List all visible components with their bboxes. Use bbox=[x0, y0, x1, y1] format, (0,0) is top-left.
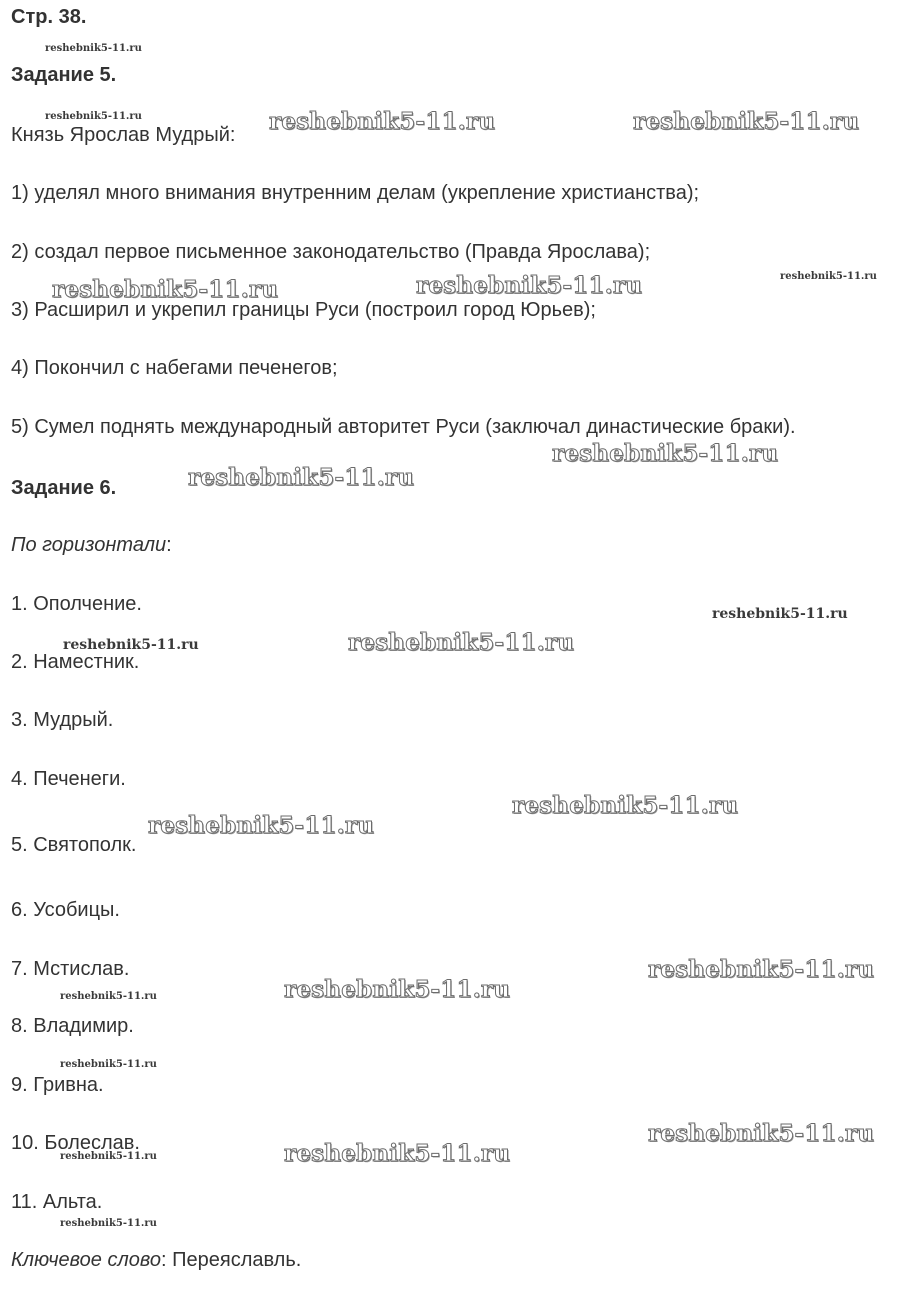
task5-item-1: 1) уделял много внимания внутренним делам (укрепление христианства); bbox=[11, 182, 700, 204]
keyword-line bbox=[11, 1248, 301, 1272]
watermark-large: reshebnik5-11.ru bbox=[648, 1120, 875, 1147]
watermark-large: reshebnik5-11.ru bbox=[284, 976, 511, 1003]
answer-7: 7. Мстислав. bbox=[11, 958, 130, 980]
watermark-large: reshebnik5-11.ru bbox=[284, 1140, 511, 1167]
task5-heading: Задание 5. bbox=[11, 64, 117, 86]
task5-intro: Князь Ярослав Мудрый: bbox=[11, 124, 236, 146]
watermark-small: reshebnik5-11.ru bbox=[45, 43, 142, 54]
task5-item-5: 5) Сумел поднять международный авторитет Руси (заключал династические браки). bbox=[11, 416, 796, 438]
task6-heading: Задание 6. bbox=[11, 477, 117, 499]
watermark-large: reshebnik5-11.ru bbox=[633, 108, 860, 135]
watermark-small: reshebnik5-11.ru bbox=[60, 1151, 157, 1162]
task5-item-4: 4) Покончил с набегами печенегов; bbox=[11, 357, 338, 379]
watermark-large: reshebnik5-11.ru bbox=[348, 629, 575, 656]
answer-1: 1. Ополчение. bbox=[11, 593, 142, 615]
answer-4: 4. Печенеги. bbox=[11, 768, 126, 790]
answer-11: 11. Альта. bbox=[11, 1191, 103, 1213]
watermark-small: reshebnik5-11.ru bbox=[712, 606, 848, 622]
answer-8: 8. Владимир. bbox=[11, 1015, 134, 1037]
keyword-label: Ключевое слово bbox=[11, 1249, 162, 1271]
watermark-large: reshebnik5-11.ru bbox=[648, 956, 875, 983]
watermark-small: reshebnik5-11.ru bbox=[780, 271, 877, 282]
watermark-small: reshebnik5-11.ru bbox=[60, 1059, 157, 1070]
watermark-small: reshebnik5-11.ru bbox=[60, 991, 157, 1002]
watermark-small: reshebnik5-11.ru bbox=[60, 1218, 157, 1229]
answer-3: 3. Мудрый. bbox=[11, 709, 114, 731]
watermark-large: reshebnik5-11.ru bbox=[52, 276, 279, 303]
task5-item-2: 2) создал первое письменное законодательство (Правда Ярослава); bbox=[11, 241, 651, 263]
answer-9: 9. Гривна. bbox=[11, 1074, 104, 1096]
watermark-large: reshebnik5-11.ru bbox=[188, 464, 415, 491]
watermark-large: reshebnik5-11.ru bbox=[416, 272, 643, 299]
answer-6: 6. Усобицы. bbox=[11, 899, 120, 921]
watermark-large: reshebnik5-11.ru bbox=[512, 792, 739, 819]
watermark-large: reshebnik5-11.ru bbox=[148, 812, 375, 839]
keyword-value: : Переяславль. bbox=[161, 1249, 302, 1271]
answer-10: 10. Болеслав. bbox=[11, 1132, 140, 1154]
horizontal-label-text: По горизонтали bbox=[11, 534, 167, 556]
task6-horizontal-label bbox=[11, 533, 172, 557]
watermark-large: reshebnik5-11.ru bbox=[552, 440, 779, 467]
page-ref: Стр. 38. bbox=[11, 6, 87, 28]
task5-item-3: 3) Расширил и укрепил границы Руси (построил город Юрьев); bbox=[11, 299, 596, 321]
horizontal-label-colon: : bbox=[166, 534, 172, 556]
answer-2: 2. Наместник. bbox=[11, 651, 140, 673]
watermark-small: reshebnik5-11.ru bbox=[45, 111, 142, 122]
watermark-small: reshebnik5-11.ru bbox=[63, 637, 199, 653]
answer-5: 5. Святополк. bbox=[11, 834, 137, 856]
watermark-large: reshebnik5-11.ru bbox=[269, 108, 496, 135]
